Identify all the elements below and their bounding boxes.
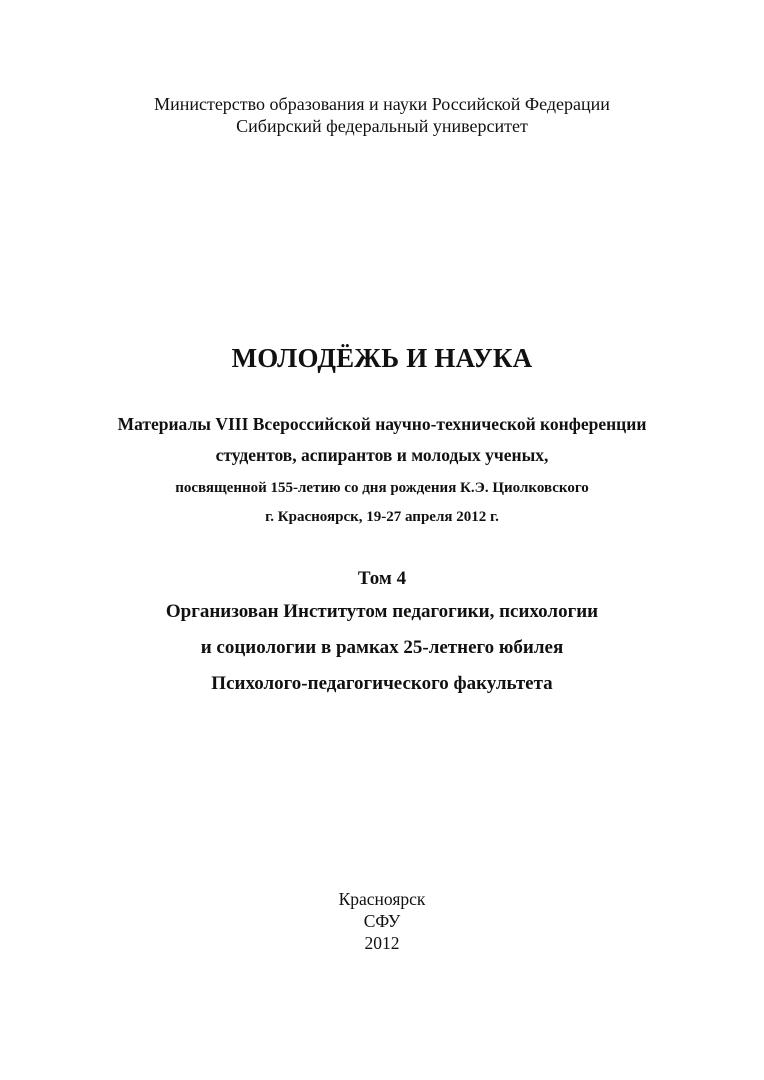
ministry-line: Министерство образования и науки Российской Федерации	[154, 94, 610, 114]
organizer-line-2: и социологии в рамках 25-летнего юбилея	[200, 637, 564, 658]
subtitle-line-2: студентов, аспирантов и молодых ученых,	[215, 445, 549, 465]
university-line: Сибирский федеральный университет	[236, 116, 528, 136]
organizer-line-1: Организован Институтом педагогики, психологии	[165, 601, 599, 622]
volume-label: Том 4	[357, 568, 407, 589]
conference-place-date: г. Красноярск, 19-27 апреля 2012 г.	[265, 509, 499, 525]
subtitle-line-3: посвященной 155-летию со дня рождения К.Э. Циолковского	[175, 480, 589, 496]
imprint-city: Красноярск	[338, 889, 426, 909]
subtitle-line-1: Материалы VIII Всероссийской научно-технической конференции	[117, 414, 647, 434]
imprint-year: 2012	[364, 933, 400, 953]
main-title: МОЛОДЁЖЬ И НАУКА	[231, 343, 533, 373]
imprint-publisher: СФУ	[363, 911, 401, 931]
organizer-line-3: Психолого-педагогического факультета	[211, 673, 553, 694]
